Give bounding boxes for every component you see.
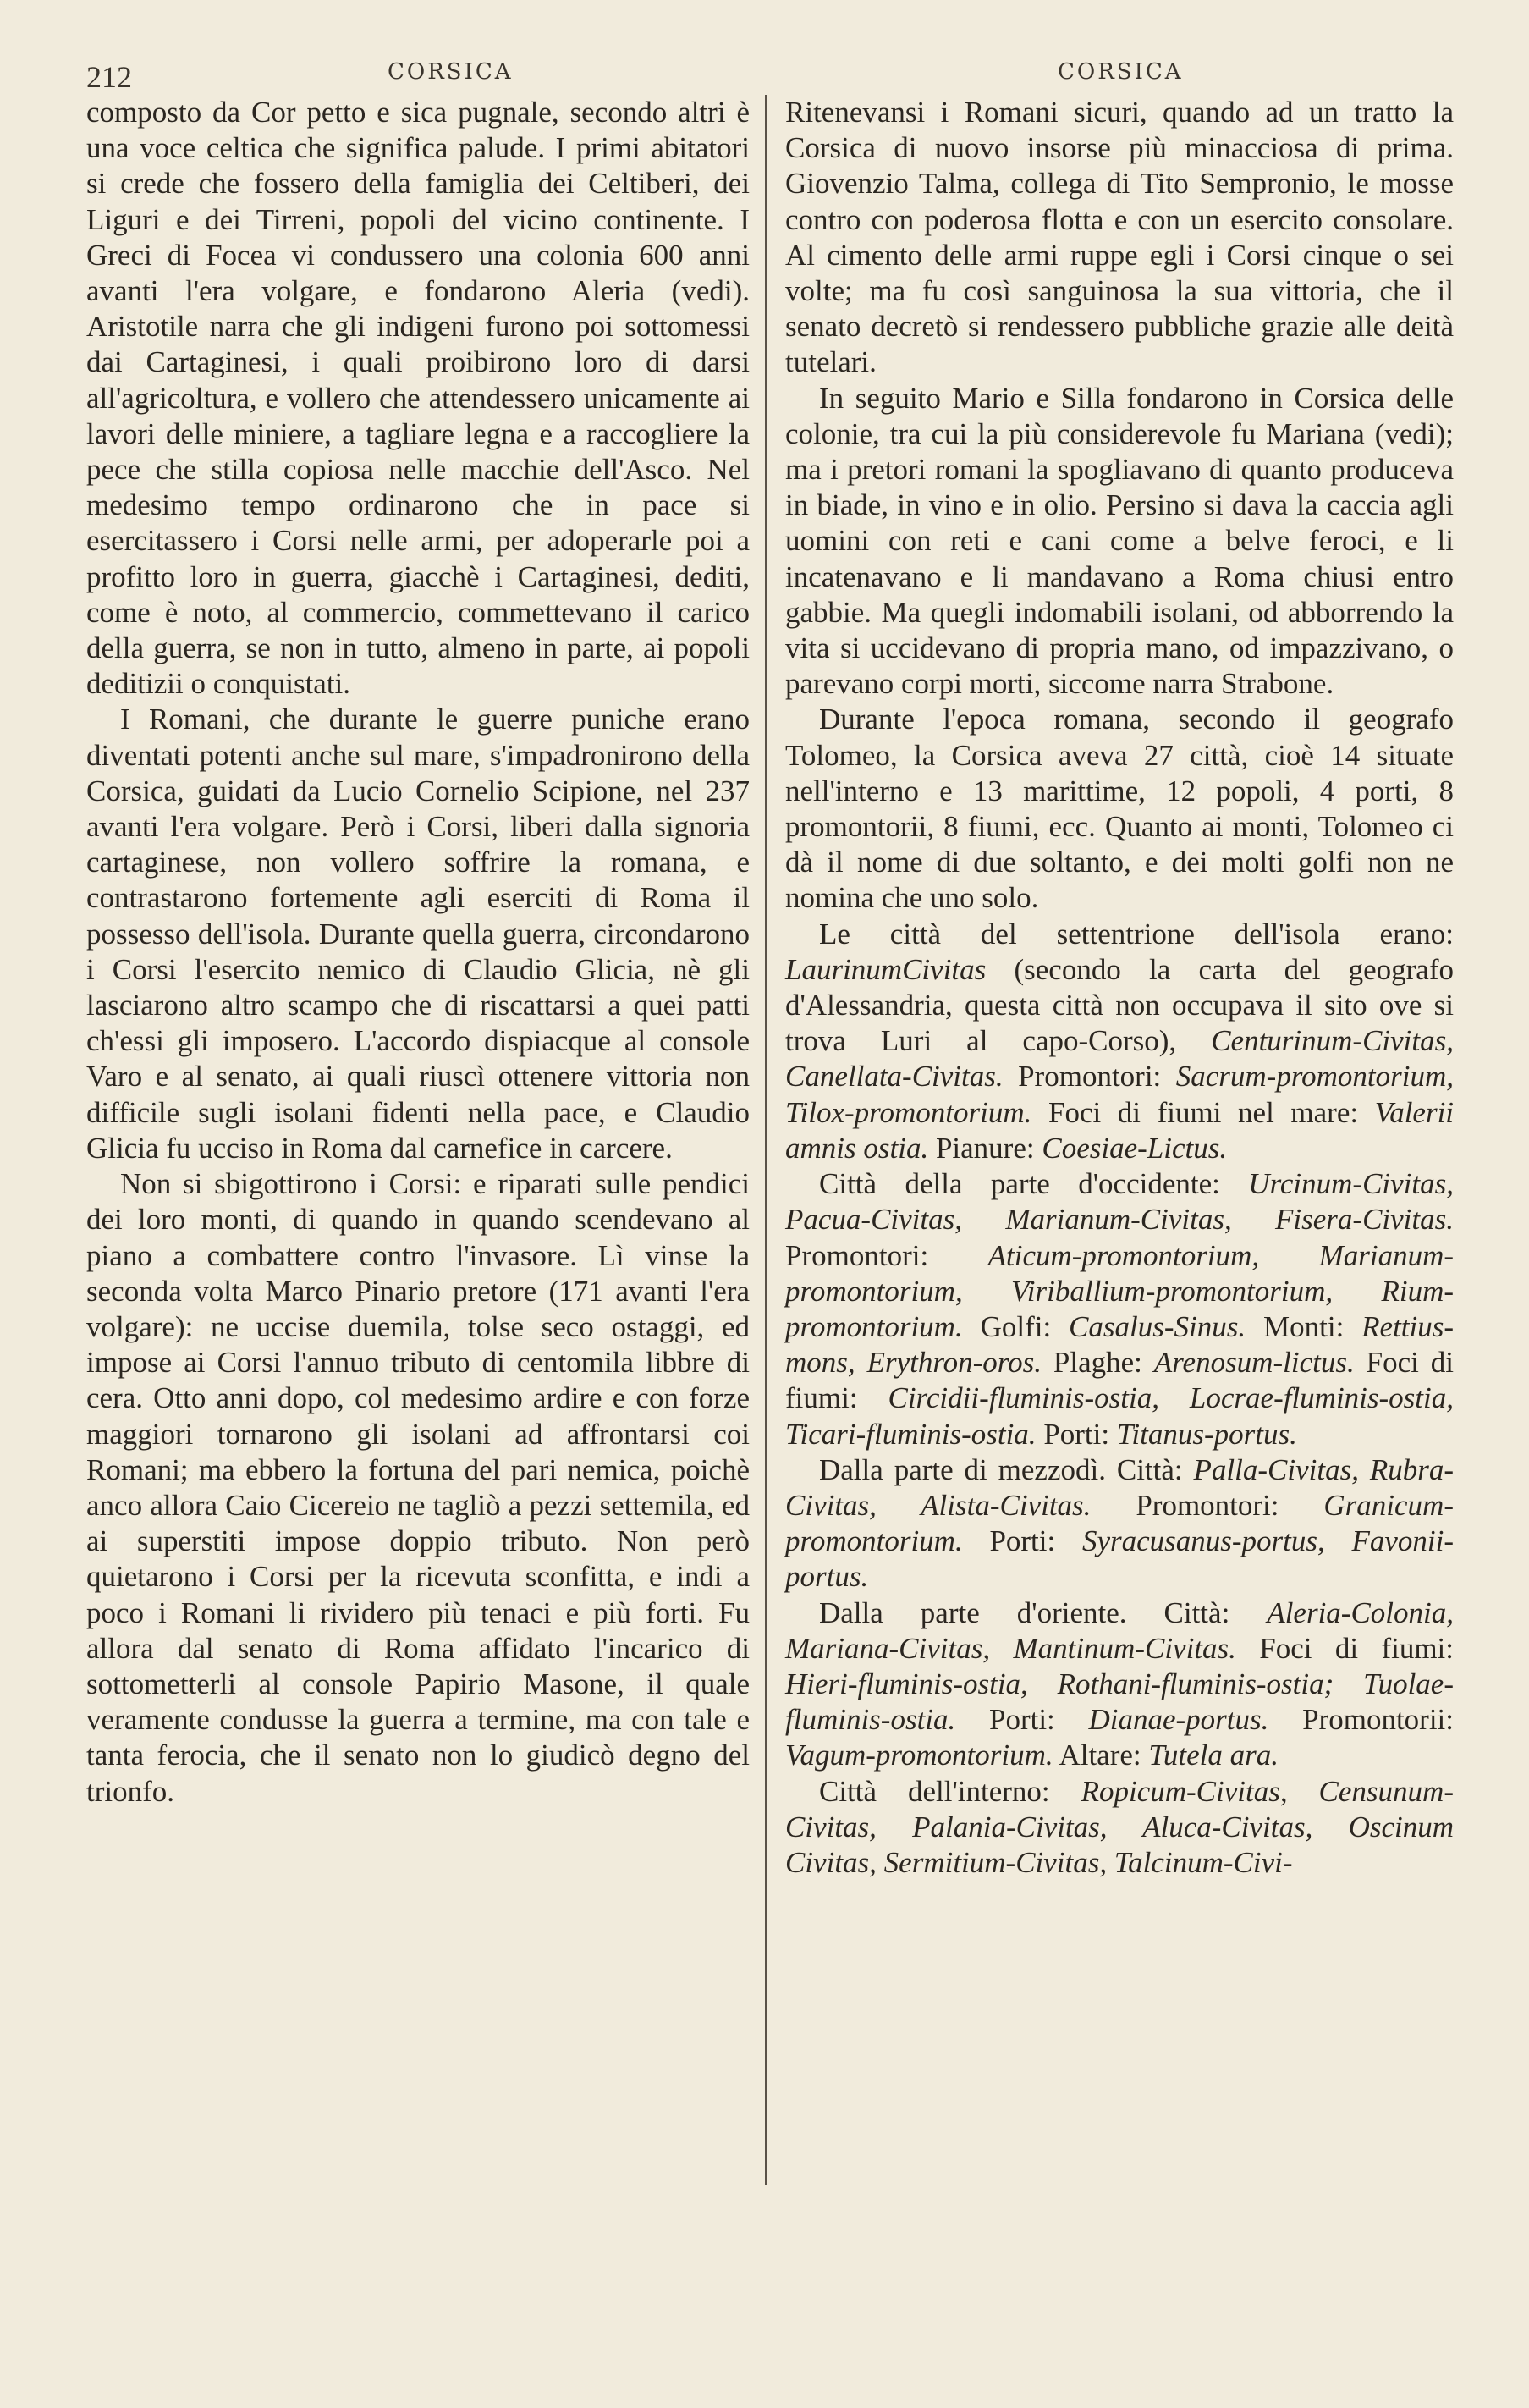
paragraph-east: Dalla parte d'oriente. Città: Aleria-Colonia, Mariana-Civitas, Mantinum-Civitas. Foci di fiumi: Hieri-fluminis-ostia, Rothani-fluminis-ostia; Tuolae-fluminis-ostia. Porti: Dianae-portus. Promontorii: Vagum-promontorium. Altare: Tutela ara. bbox=[785, 1595, 1455, 1772]
paragraph: In seguito Mario e Silla fondarono in Corsica delle colonie, tra cui la più considerevole fu Mariana (vedi); ma i pretori romani la spogliavano di quanto produceva in biade, in vino e in olio. Persino si dava la caccia agli uomini con reti e cani come a belve feroci, e li incatenavano e li mandavano a Roma chiusi entro gabbie. Ma quegli indomabili isolani, od abborrendo la vita si uccidevano di propria mano, od impazzivano, o parevano corpi morti, siccome narra Strabone. bbox=[785, 381, 1454, 701]
paragraph: I Romani, che durante le guerre puniche erano diventati potenti anche sul mare, s'impadronirono della Corsica, guidati da Lucio Cornelio Scipione, nel 237 avanti l'era volgare. Però i Corsi, liberi dalla signoria cartaginese, non vollero soffrire la romana, e contrastarono fortemente agli eserciti di Roma il possesso dell'isola. Durante quella guerra, circondarono i Corsi l'esercito nemico di Claudio Glicia, nè gli lasciarono altro scampo che di riscattarsi a quei patti ch'essi gli imposero. L'accordo dispiacque al console Varo e al senato, ai quali riuscì ottenere vittoria non difficile sugli isolani fidenti nella pace, e Claudio Glicia fu ucciso in Roma dal carnefice in carcere. bbox=[86, 703, 750, 1165]
right-column bbox=[785, 95, 1454, 1881]
paragraph-north: Le città del settentrione dell'isola erano: LaurinumCivitas (secondo la carta del geografo d'Alessandria, questa città non occupava il sito ove si trova Luri al capo-Corso), Centurinum-Civitas, Canellata-Civitas. Promontori: Sacrum-promontorium, Tilox-promontorium. Foci di fiumi nel mare: Valerii amnis ostia. Pianure: Coesiae-Lictus. bbox=[785, 917, 1455, 1165]
left-column bbox=[86, 95, 750, 1810]
paragraph: Ritenevansi i Romani sicuri, quando ad un tratto la Corsica di nuovo insorse più minacciosa di prima. Giovenzio Talma, collega di Tito Sempronio, le mosse contro con poderosa flotta e con un esercito consolare. Al cimento delle armi ruppe egli i Corsi cinque o sei volte; ma fu così sanguinosa la sua vittoria, che il senato decretò si rendessero pubbliche grazie alle deità tutelari. bbox=[785, 96, 1454, 379]
paragraph: composto da Cor petto e sica pugnale, secondo altri è una voce celtica che significa palude. I primi abitatori si crede che fossero della famiglia dei Celtiberi, dei Liguri e dei Tirreni, popoli del vicino continente. I Greci di Focea vi condussero una colonia 600 anni avanti l'era volgare, e fondarono Aleria (vedi). Aristotile narra che gli indigeni furono poi sottomessi dai Cartaginesi, i quali proibirono loro di darsi all'agricoltura, e vollero che attendessero unicamente ai lavori delle miniere, a tagliare legna e a raccogliere la pece che stilla copiosa nelle macchie dell'Asco. Nel medesimo tempo ordinarono che in pace si esercitassero i Corsi nelle armi, per adoperarle poi a profitto loro in guerra, giacchè i Cartaginesi, dediti, come è noto, al commercio, commettevano il carico della guerra, se non in tutto, almeno in parte, ai popoli deditizii o conquistati. bbox=[86, 96, 750, 701]
paragraph-interior: Città dell'interno: Ropicum-Civitas, Censunum-Civitas, Palania-Civitas, Aluca-Civitas, Oscinum Civitas, Sermitium-Civitas, Talcinum-Civi- bbox=[785, 1774, 1454, 1879]
paragraph: Durante l'epoca romana, secondo il geografo Tolomeo, la Corsica aveva 27 città, cioè 14 situate nell'interno e 13 marittime, 12 popoli, 4 porti, 8 promontorii, 8 fiumi, ecc. Quanto ai monti, Tolomeo ci dà il nome di due soltanto, e dei molti golfi non ne nomina che uno solo. bbox=[785, 703, 1454, 915]
paragraph-south: Dalla parte di mezzodì. Città: Palla-Civitas, Rubra-Civitas, Alista-Civitas. Promontori: Granicum-promontorium. Porti: Syracusanus-portus, Favonii-portus. bbox=[785, 1452, 1455, 1594]
running-head-left: CORSICA bbox=[388, 59, 514, 85]
column-divider bbox=[765, 95, 767, 2185]
paragraph-west: Città della parte d'occidente: Urcinum-Civitas, Pacua-Civitas, Marianum-Civitas, Fisera-Civitas. Promontori: Aticum-promontorium, Marianum-promontorium, Viriballium-promontorium, Rium-promontorium. Golfi: Casalus-Sinus. Monti: Rettius-mons, Erythron-oros. Plaghe: Arenosum-lictus. Foci di fiumi: Circidii-fluminis-ostia, Locrae-fluminis-ostia, Ticari-fluminis-ostia. Porti: Titanus-portus. bbox=[785, 1167, 1455, 1451]
running-head-right: CORSICA bbox=[1058, 59, 1184, 85]
paragraph: Non si sbigottirono i Corsi: e riparati sulle pendici dei loro monti, di quando in quando scendevano al piano a combattere contro l'invasore. Lì vinse la seconda volta Marco Pinario pretore (171 avanti l'era volgare): ne uccise duemila, tolse seco ostaggi, ed impose ai Corsi l'annuo tributo di centomila libbre di cera. Otto anni dopo, col medesimo ardire e con forze maggiori tornarono gli isolani ad affrontarsi coi Romani; ma ebbero la fortuna del pari nemica, poichè anco allora Caio Cicereio ne tagliò a pezzi settemila, ed ai superstiti impose doppio tributo. Non però quietarono i Corsi per la ricevuta sconfitta, e indi a poco i Romani li rividero più tenaci e più forti. Fu allora dal senato di Roma affidato l'incarico di sottometterli al console Papirio Masone, il quale veramente condusse la guerra a termine, ma con tale e tanta ferocia, che il senato non lo giudicò degno del trionfo. bbox=[86, 1167, 750, 1808]
page-number: 212 bbox=[86, 60, 132, 94]
